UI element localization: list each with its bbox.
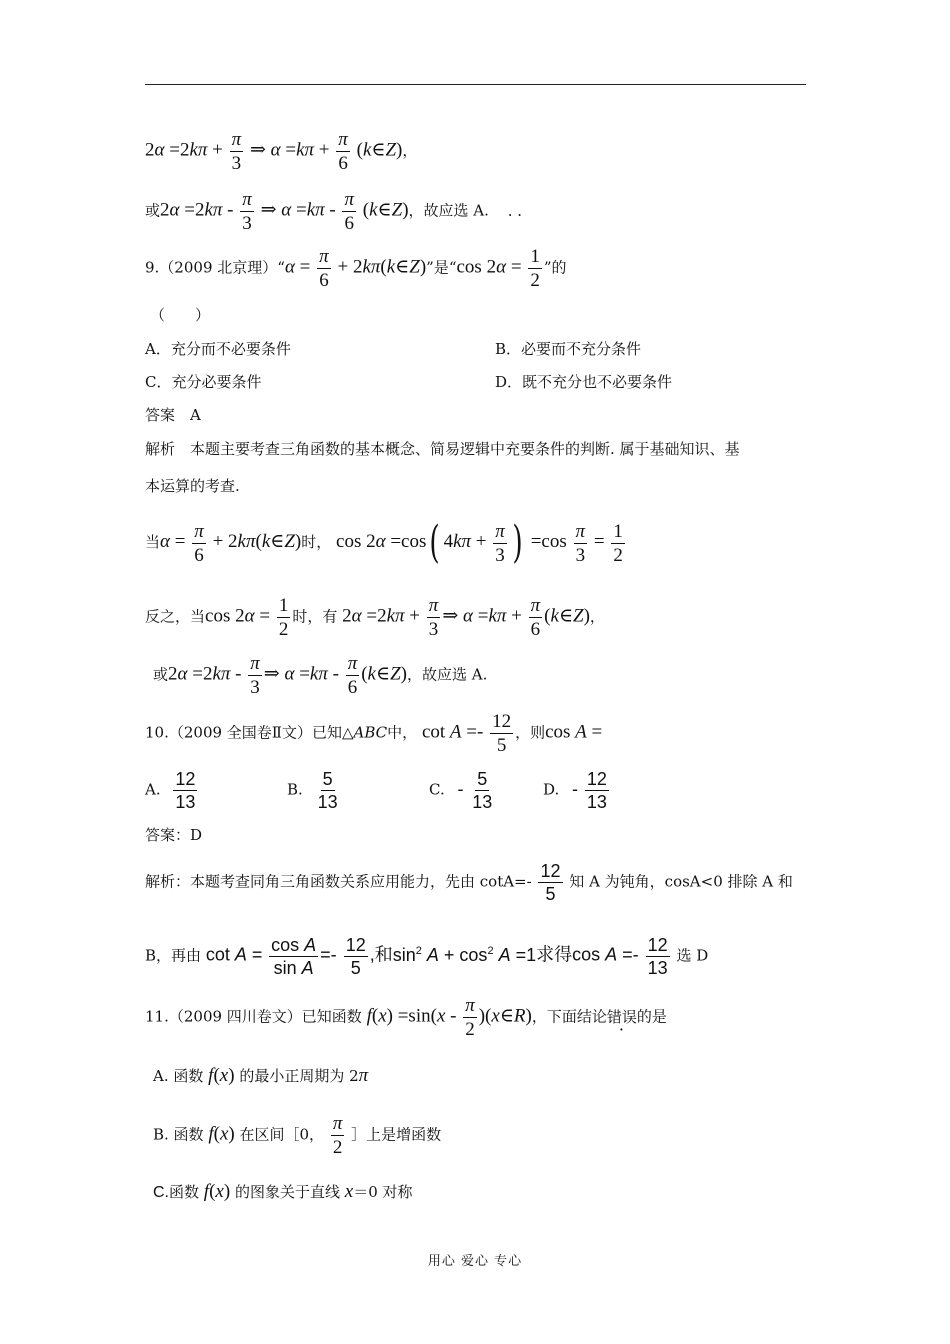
q10-analysis-line-2: B，再由 cot A = $\frac{\text{cos A}}{\text{sin A}}$ =- $\frac{12}{5}$ ,和$\sin^2 A + \cos^2 A =1$求得cos A =- $\frac{12}{13}$ 选 D bbox=[145, 935, 709, 978]
q9-conv-prefix: 反之，当 bbox=[145, 607, 206, 626]
q9-conv-end: ， bbox=[589, 607, 605, 626]
q10-option-c-label: C. bbox=[429, 780, 445, 799]
prev-equation-line-1: 2α =2kπ + $\frac{\pi}{3}$ ⇒ α =kπ + $\frac{\pi}{6}$ (k∈Z)， bbox=[145, 129, 418, 174]
q11-option-b-prefix: B. 函数 bbox=[153, 1125, 204, 1144]
q10-answer: 答案：D bbox=[145, 826, 203, 844]
q9-option-b: B．必要而不充分条件 bbox=[495, 340, 642, 358]
q10-option-c-den: 13 bbox=[472, 792, 493, 812]
page-footer: 用心 爱心 专心 bbox=[427, 1254, 523, 1269]
prev-line2-prefix: 或 bbox=[145, 201, 161, 220]
q9-conv-mid: 时，有 bbox=[292, 607, 338, 626]
q9-or-prefix: 或 bbox=[153, 665, 169, 684]
q10-option-d-label: D. bbox=[543, 780, 560, 799]
q9-analysis-line-2: 本运算的考查. bbox=[145, 477, 240, 495]
q9-paren: （ ） bbox=[150, 306, 211, 324]
q11-option-c: C.函数 f(x) 的图象关于直线 x＝0 对称 bbox=[153, 1181, 413, 1202]
q10-stem-then: ，则 bbox=[515, 723, 546, 742]
q11-option-a-prefix: A. 函数 bbox=[153, 1067, 204, 1085]
q9-option-d: D．既不充分也不必要条件 bbox=[495, 373, 673, 391]
q10-option-d-den: 13 bbox=[586, 792, 607, 812]
q10-option-d: D. - $\frac{12}{13}$ bbox=[543, 769, 607, 812]
q10-option-b-label: B. bbox=[287, 780, 303, 799]
q9-when-equation: 当α = $\frac{\pi}{6}$ + 2kπ(k∈Z)时， cos 2α =cos( 4kπ + $\frac{\pi}{3}$ ) =cos $\frac{\pi}{3}$ = $\frac{1}{2}$ bbox=[145, 517, 623, 568]
q10-analysis-line-1: 解析：本题考查同角三角函数关系应用能力，先由 cotA=- $\frac{12}{5}$ 知 A 为钝角，cosA<0 排除 A 和 bbox=[145, 861, 793, 904]
q9-converse-equation: 反之，当cos 2α = $\frac{1}{2}$ 时，有 2α =2kπ + $\frac{\pi}{3}$ ⇒ α =kπ + $\frac{\pi}{6}$ (k∈Z)， bbox=[145, 595, 605, 640]
q11-option-b-mid: 在区间［0， bbox=[239, 1125, 325, 1144]
q10-option-b bbox=[287, 770, 342, 811]
prev-equation-line-2: 或2α =2kπ - $\frac{\pi}{3}$ ⇒ α =kπ - $\frac{\pi}{6}$ (k∈Z)，故应选 A. . . bbox=[145, 189, 522, 234]
q10-option-c: C. - $\frac{5}{13}$ bbox=[429, 769, 493, 812]
prev-line1-end: ， bbox=[402, 141, 418, 160]
q9-option-a: A．充分而不必要条件 bbox=[145, 340, 291, 358]
header-rule bbox=[145, 84, 806, 85]
q10-options bbox=[145, 770, 199, 811]
q10-b-end: 选 D bbox=[676, 946, 709, 965]
q9-stem: 9.（2009 北京理）“α = $\frac{\pi}{6}$ + 2kπ(k∈Z)”是“cos 2α = $\frac{1}{2}$ ”的 bbox=[145, 246, 567, 291]
q11-stem: 11.（2009 四川卷文）已知函数 f(x) =sin(x - $\frac{\pi}{2}$ )(x∈R)，下面结论错误的是 bbox=[145, 995, 667, 1040]
q9-when-prefix: 当 bbox=[145, 533, 161, 551]
q10-b-mid: ,和 bbox=[369, 944, 393, 965]
q10-option-a-label: A. bbox=[145, 780, 161, 799]
q9-or-end: ，故应选 A. bbox=[406, 665, 488, 684]
q9-stem-end: ”的 bbox=[543, 258, 567, 277]
q10-stem-abc: ABC bbox=[353, 723, 388, 742]
q9-or-equation: 或2α =2kπ - $\frac{\pi}{3}$ ⇒ α =kπ - $\frac{\pi}{6}$ (k∈Z)，故应选 A. bbox=[153, 653, 488, 698]
q10-option-c-num: 5 bbox=[477, 769, 488, 789]
q11-option-b-end: ］上是增函数 bbox=[351, 1125, 442, 1144]
q11-option-c-prefix: 函数 bbox=[169, 1183, 200, 1201]
q9-when-mid: 时， bbox=[301, 533, 332, 551]
q9-stem-mid: ”是“ bbox=[426, 258, 457, 277]
q10-stem-prefix: 10.（2009 全国卷Ⅱ文）已知△ bbox=[145, 723, 354, 742]
q11-stem-end: 的是 bbox=[636, 1007, 667, 1026]
q11-option-a: A. 函数 f(x) 的最小正周期为 2π bbox=[153, 1065, 369, 1086]
q11-stem-mid: ，下面结论 bbox=[531, 1007, 607, 1026]
q9-answer: 答案 A bbox=[145, 406, 201, 424]
q11-option-a-end: 的最小正周期为 2 bbox=[239, 1067, 359, 1085]
q10-option-a-den: 13 bbox=[175, 792, 196, 812]
q10-option-a-num: 12 bbox=[175, 769, 196, 789]
q11-stem-emphasis: 错误 bbox=[606, 1007, 637, 1026]
q10-option-d-num: 12 bbox=[586, 769, 607, 789]
q10-stem-mid: 中， bbox=[387, 723, 418, 742]
prev-line2-end: ，故应选 A. bbox=[408, 201, 489, 220]
q9-stem-prefix: 9.（2009 北京理）“ bbox=[145, 258, 285, 277]
q10-analysis-prefix: 解析：本题考查同角三角函数关系应用能力，先由 cotA=- bbox=[145, 872, 532, 891]
q10-option-b-den: 13 bbox=[317, 792, 338, 812]
q11-option-c-end: ＝0 对称 bbox=[353, 1183, 413, 1201]
q9-option-c: C．充分必要条件 bbox=[145, 373, 262, 391]
q10-option-b-num: 5 bbox=[322, 769, 333, 789]
q10-b-mid2: 求得 bbox=[536, 944, 573, 965]
q9-analysis-line-1: 解析 本题主要考查三角函数的基本概念、简易逻辑中充要条件的判断. 属于基础知识、基 bbox=[145, 440, 740, 458]
q10-b-prefix: B，再由 bbox=[145, 946, 202, 965]
q11-option-c-label: C. bbox=[153, 1184, 169, 1201]
q11-option-c-mid: 的图象关于直线 bbox=[234, 1183, 340, 1201]
q10-analysis-end: 知 A 为钝角，cosA<0 排除 A 和 bbox=[569, 872, 793, 891]
q11-option-b: B. 函数 f(x) 在区间［0， $\frac{\pi}{2}$ ］上是增函数 bbox=[153, 1113, 442, 1158]
prev-line2-dots: . . bbox=[507, 201, 522, 220]
q11-stem-prefix: 11.（2009 四川卷文）已知函数 bbox=[145, 1007, 362, 1026]
q10-stem: 10.（2009 全国卷Ⅱ文）已知△ABC中， cot A =- $\frac{12}{5}$ ，则cos A = bbox=[145, 711, 603, 756]
